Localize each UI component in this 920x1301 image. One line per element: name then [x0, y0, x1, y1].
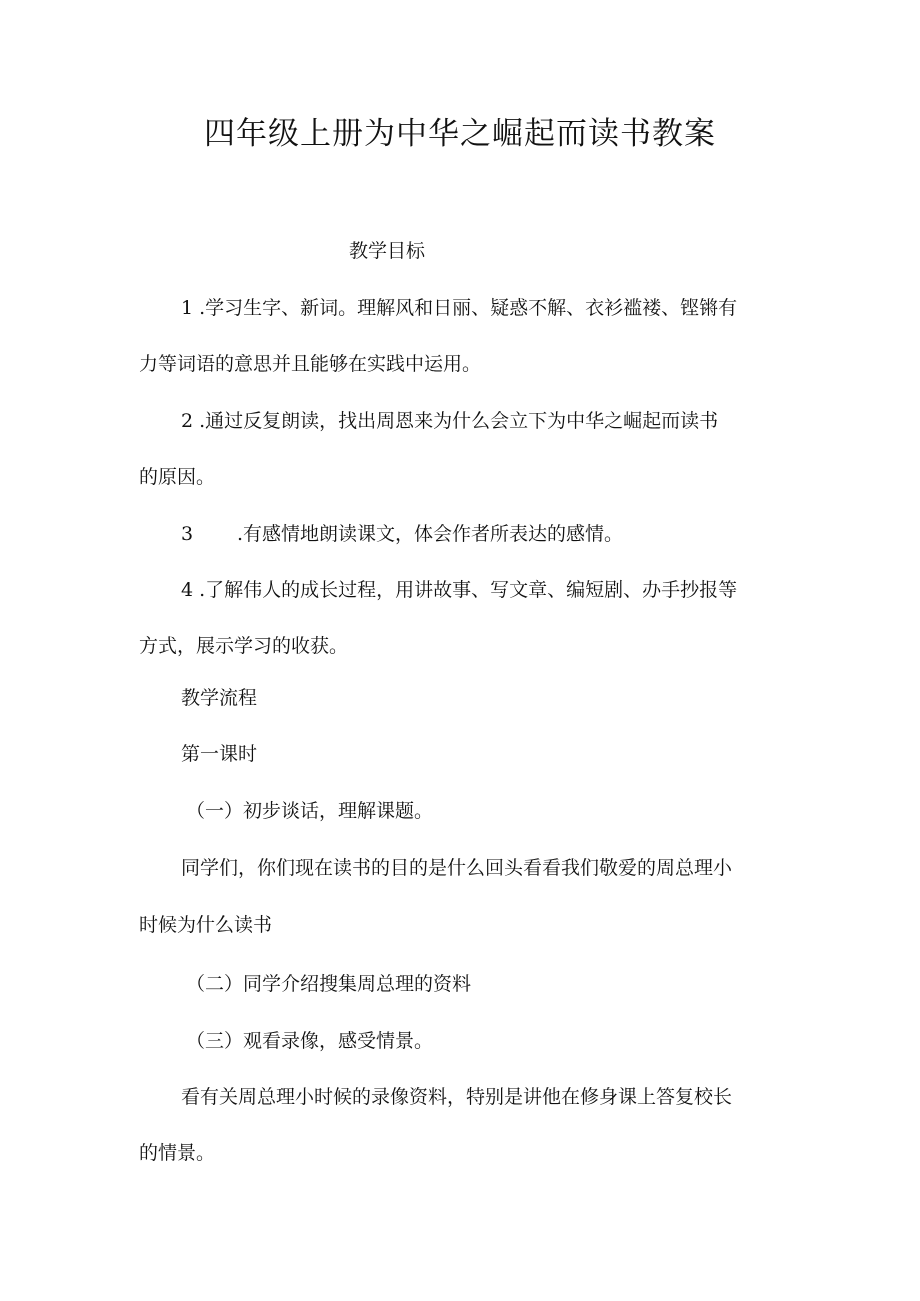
goal-4-line-1: 4 .了解伟人的成长过程，用讲故事、写文章、编短剧、办手抄报等 [181, 579, 738, 601]
section-heading-process: 教学流程 [181, 687, 258, 709]
paragraph-2-line-2: 的情景。 [139, 1142, 216, 1164]
goal-4-line-2: 方式，展示学习的收获。 [139, 635, 349, 657]
step-3: （三）观看录像，感受情景。 [186, 1030, 434, 1052]
goal-1-line-2: 力等词语的意思并且能够在实践中运用。 [139, 353, 482, 375]
step-1: （一）初步谈话，理解课题。 [186, 800, 434, 822]
goal-1-line-1: 1 .学习生字、新词。理解风和日丽、疑惑不解、衣衫褴褛、铿锵有 [181, 297, 738, 319]
goal-3-number: 3 [181, 523, 194, 545]
goal-2-line-1: 2 .通过反复朗读，找出周恩来为什么会立下为中华之崛起而读书 [181, 410, 719, 432]
paragraph-2-line-1: 看有关周总理小时候的录像资料，特别是讲他在修身课上答复校长 [181, 1086, 733, 1108]
document-title: 四年级上册为中华之崛起而读书教案 [204, 116, 716, 152]
lesson-heading: 第一课时 [181, 743, 258, 765]
paragraph-1-line-2: 时候为什么读书 [139, 914, 273, 936]
section-heading-goals: 教学目标 [349, 240, 426, 262]
goal-2-line-2: 的原因。 [139, 466, 216, 488]
step-2: （二）同学介绍搜集周总理的资料 [186, 973, 472, 995]
paragraph-1-line-1: 同学们，你们现在读书的目的是什么回头看看我们敬爱的周总理小 [181, 857, 733, 879]
goal-3-text: .有感情地朗读课文，体会作者所表达的感情。 [237, 523, 624, 545]
